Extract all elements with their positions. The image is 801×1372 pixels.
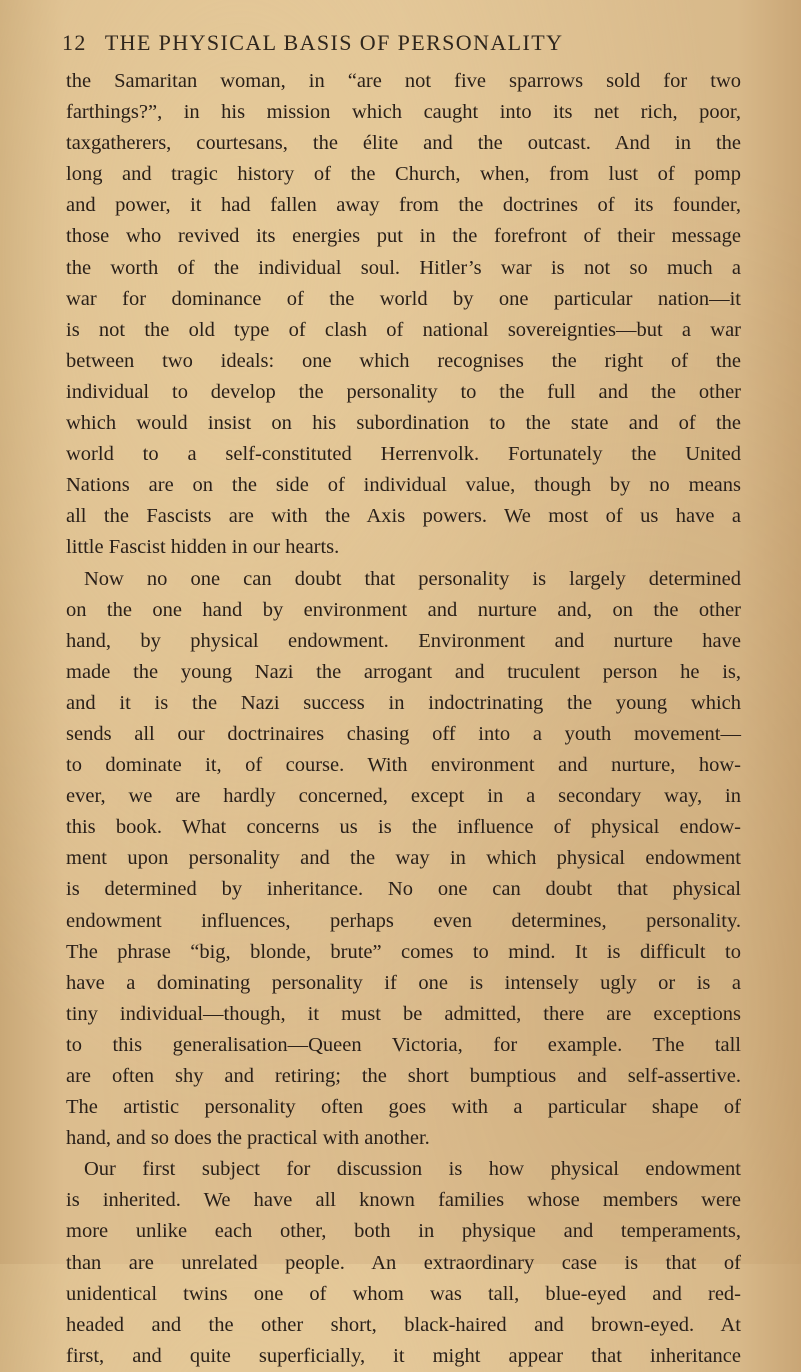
text-line: all the Fascists are with the Axis powers. We most of us have a [66,505,741,528]
text-line: tiny individual—though, it must be admitted, there are exceptions [66,1002,741,1025]
running-header [62,30,702,56]
text-line: and it is the Nazi success in indoctrinating the young which [66,691,741,714]
body-text [66,66,741,1372]
page-number: 12 [62,30,87,55]
text-line: Our first subject for discussion is how physical endowment [84,1158,741,1181]
text-line: hand, by physical endowment. Environment and nurture have [66,629,741,652]
text-line: to dominate it, of course. With environment and nurture, how- [66,754,741,777]
text-line: which would insist on his subordination to the state and of the [66,412,741,435]
text-line: than are unrelated people. An extraordinary case is that of [66,1251,741,1274]
text-line: is not the old type of clash of national sovereignties—but a war [66,318,741,341]
text-line: and power, it had fallen away from the doctrines of its founder, [66,194,741,217]
text-line: more unlike each other, both in physique and temperaments, [66,1220,741,1243]
text-line: Now no one can doubt that personality is largely determined [84,567,741,590]
text-line: first, and quite superficially, it might appear that inheritance [66,1344,741,1367]
text-line: individual to develop the personality to the full and the other [66,380,741,403]
text-line: little Fascist hidden in our hearts. [66,536,340,559]
text-line: the worth of the individual soul. Hitler’s war is not so much a [66,256,741,279]
text-line: between two ideals: one which recognises the right of the [66,349,741,372]
text-line: world to a self-constituted Herrenvolk. Fortunately the United [66,443,741,466]
text-line: to this generalisation—Queen Victoria, for example. The tall [66,1033,741,1056]
text-line: The artistic personality often goes with a particular shape of [66,1096,741,1119]
text-line: this book. What concerns us is the influence of physical endow- [66,816,741,839]
text-line: hand, and so does the practical with another. [66,1127,430,1150]
text-line: made the young Nazi the arrogant and truculent person he is, [66,660,741,683]
text-line: those who revived its energies put in the forefront of their message [66,225,741,248]
text-line: the Samaritan woman, in “are not five sparrows sold for two [66,70,741,92]
text-line: sends all our doctrinaires chasing off into a youth movement— [66,722,741,745]
text-line: taxgatherers, courtesans, the élite and the outcast. And in the [66,132,741,155]
text-line: on the one hand by environment and nurture and, on the other [66,598,741,621]
text-line: are often shy and retiring; the short bumptious and self-assertive. [66,1065,741,1087]
text-line: is determined by inheritance. No one can doubt that physical [66,878,741,901]
text-line: unidentical twins one of whom was tall, blue-eyed and red- [66,1282,741,1305]
text-line: The phrase “big, blonde, brute” comes to mind. It is difficult to [66,940,741,963]
text-line: ever, we are hardly concerned, except in a secondary way, in [66,785,741,808]
text-line: ment upon personality and the way in which physical endowment [66,847,741,870]
text-line: long and tragic history of the Church, when, from lust of pomp [66,163,741,186]
text-line: endowment influences, perhaps even determines, personality. [66,909,741,932]
text-line: war for dominance of the world by one particular nation—it [66,287,741,310]
text-line: Nations are on the side of individual value, though by no means [66,474,741,497]
text-line: have a dominating personality if one is intensely ugly or is a [66,971,741,994]
text-line: is inherited. We have all known families whose members were [66,1189,741,1212]
text-line: headed and the other short, black-haired and brown-eyed. At [66,1313,741,1336]
running-title: THE PHYSICAL BASIS OF PERSONALITY [104,30,564,55]
text-line: farthings?”, in his mission which caught into its net rich, poor, [66,101,741,124]
